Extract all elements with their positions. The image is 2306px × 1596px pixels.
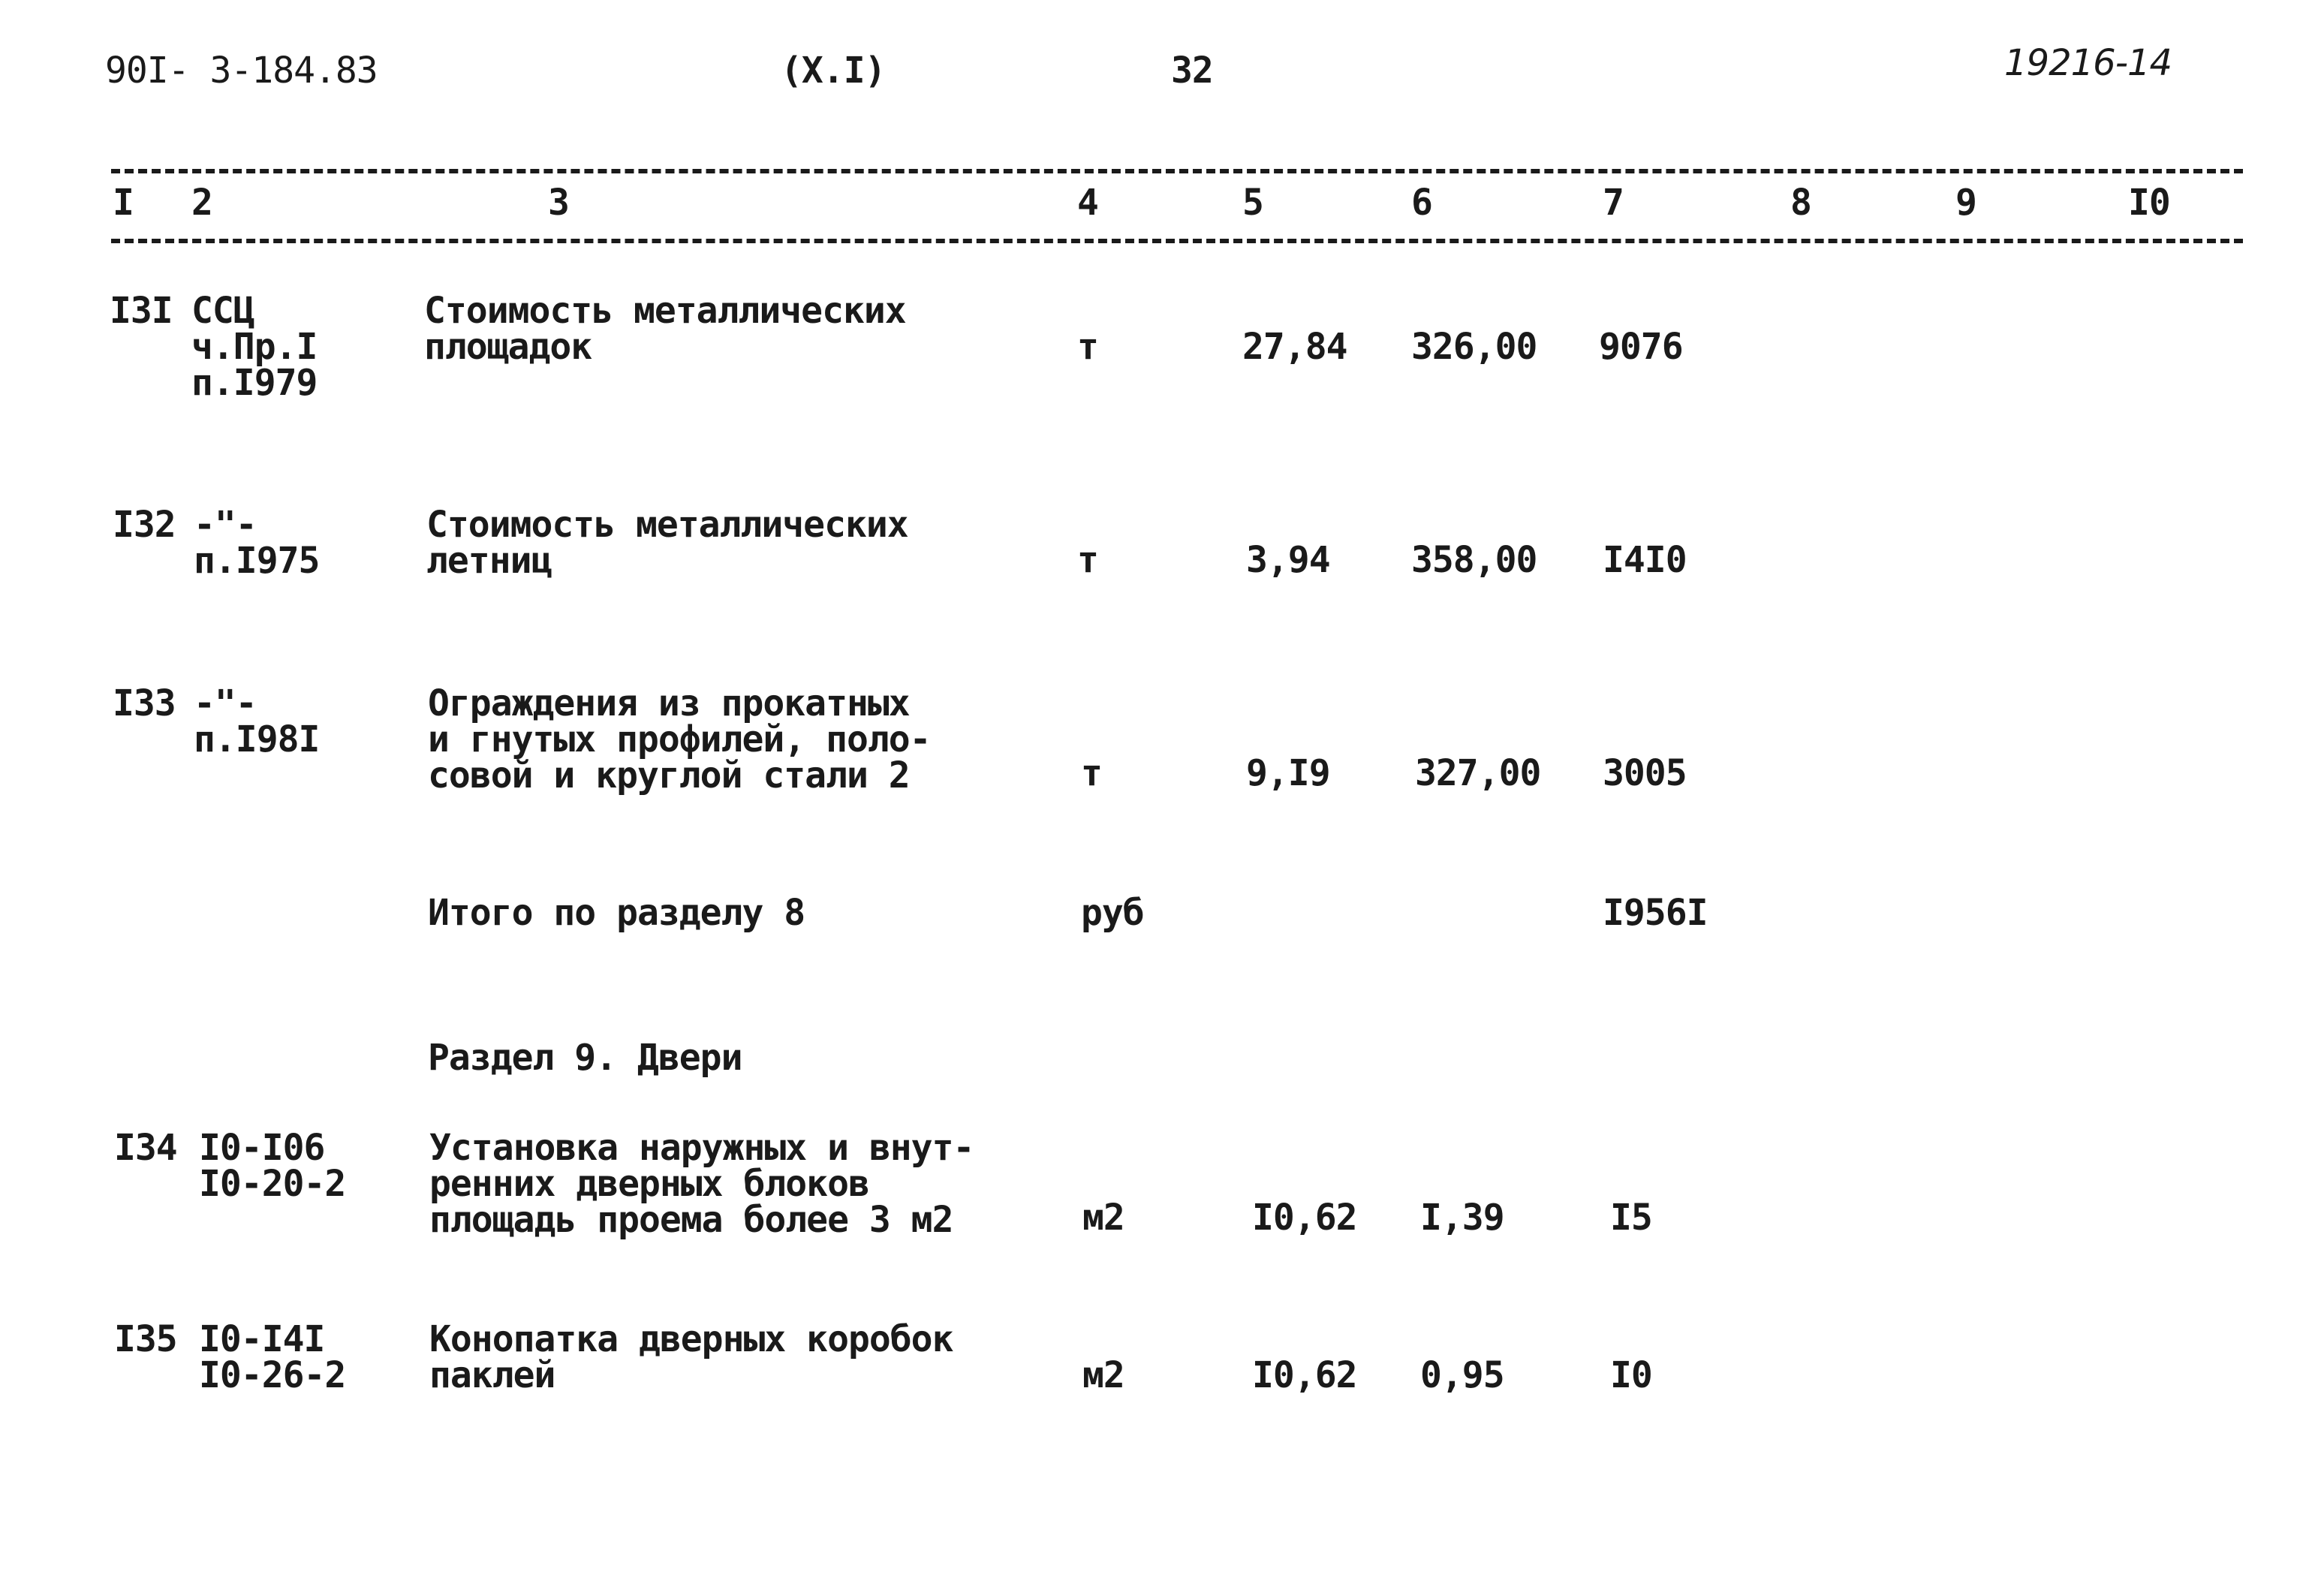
- quantity: I0,62: [1252, 1354, 1357, 1396]
- col-header-3: 3: [548, 182, 569, 224]
- work-name: Стоимость металлических летниц: [426, 504, 908, 582]
- norm-code: -"- п.I98I: [194, 682, 320, 760]
- archive-stamp: 19216-14: [2004, 42, 2172, 84]
- total-cost: 9076: [1599, 326, 1683, 368]
- col-header-6: 6: [1411, 182, 1432, 224]
- work-name: Стоимость металлических площадок: [424, 290, 906, 368]
- quantity: 9,I9: [1246, 752, 1330, 794]
- unit: м2: [1082, 1354, 1124, 1396]
- document-code: 90I- 3-184.83: [105, 50, 378, 92]
- row-number: I34: [114, 1127, 177, 1169]
- unit-price: 327,00: [1415, 752, 1541, 794]
- work-name: Ограждения из прокатных и гнутых профилей, поло- совой и круглой стали 2: [428, 682, 931, 796]
- total-cost: I4I0: [1603, 539, 1687, 581]
- col-header-1: I: [113, 182, 134, 224]
- unit-price: 326,00: [1411, 326, 1537, 368]
- row-number: I3I: [110, 290, 173, 332]
- work-name: Установка наружных и внут- ренних дверных блоков площадь проема более 3 м2: [429, 1127, 974, 1241]
- col-header-2: 2: [191, 182, 212, 224]
- quantity: 27,84: [1242, 326, 1347, 368]
- col-header-10: I0: [2128, 182, 2170, 224]
- col-header-7: 7: [1603, 182, 1624, 224]
- subtotal-total: I956I: [1603, 892, 1708, 934]
- header-top-rule: [111, 169, 2243, 173]
- quantity: 3,94: [1246, 539, 1330, 581]
- unit-price: I,39: [1420, 1197, 1504, 1239]
- unit: т: [1081, 752, 1102, 794]
- norm-code: I0-I4I I0-26-2: [199, 1318, 346, 1396]
- section-code: (X.I): [781, 50, 886, 92]
- norm-code: ССЦ ч.Пр.I п.I979: [191, 290, 318, 404]
- norm-code: -"- п.I975: [194, 504, 320, 582]
- unit-price: 0,95: [1420, 1354, 1504, 1396]
- subtotal-unit: руб: [1081, 892, 1144, 934]
- row-number: I33: [113, 682, 176, 724]
- total-cost: 3005: [1603, 752, 1687, 794]
- row-number: I32: [113, 504, 176, 546]
- work-name: Конопатка дверных коробок паклей: [429, 1318, 953, 1396]
- col-header-8: 8: [1790, 182, 1811, 224]
- section-heading: Раздел 9. Двери: [428, 1037, 742, 1079]
- unit: м2: [1082, 1197, 1124, 1239]
- col-header-5: 5: [1242, 182, 1263, 224]
- header-bottom-rule: [111, 239, 2243, 243]
- norm-code: I0-I06 I0-20-2: [199, 1127, 346, 1205]
- unit: т: [1077, 326, 1098, 368]
- total-cost: I5: [1610, 1197, 1652, 1239]
- quantity: I0,62: [1252, 1197, 1357, 1239]
- row-number: I35: [114, 1318, 177, 1360]
- unit: т: [1077, 539, 1098, 581]
- subtotal-label: Итого по разделу 8: [428, 892, 805, 934]
- unit-price: 358,00: [1411, 539, 1537, 581]
- col-header-4: 4: [1077, 182, 1098, 224]
- col-header-9: 9: [1955, 182, 1976, 224]
- total-cost: I0: [1610, 1354, 1652, 1396]
- page-number: 32: [1171, 50, 1213, 92]
